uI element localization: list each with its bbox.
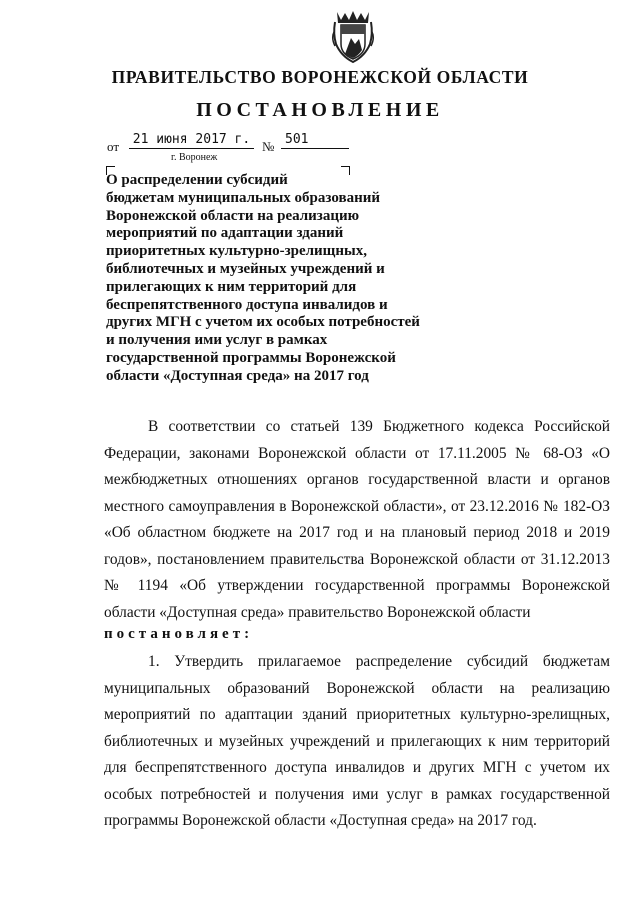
subject-line: области «Доступная среда» на 2017 год: [106, 367, 369, 384]
subject-line: и получения ими услуг в рамках: [106, 332, 328, 349]
document-date: 21 июня 2017 г.: [129, 132, 254, 149]
coat-of-arms-icon: [331, 8, 375, 66]
subject-line: беспрепятственного доступа инвалидов и: [106, 296, 388, 313]
organization-name: ПРАВИТЕЛЬСТВО ВОРОНЕЖСКОЙ ОБЛАСТИ: [111, 67, 529, 87]
subject-line: библиотечных и музейных учреждений и: [106, 260, 385, 277]
date-prefix: от: [107, 139, 120, 154]
subject-line: мероприятий по адаптации зданий: [106, 225, 344, 242]
resolves-heading: постановляет:: [104, 626, 254, 642]
subject-line: приоритетных культурно-зрелищных,: [106, 243, 367, 260]
subject-line: О распределении субсидий: [106, 172, 288, 188]
subject-line: других МГН с учетом их особых потребностей: [106, 314, 420, 331]
preamble-paragraph: В соответствии со статьей 139 Бюджетного кодекса Российской Федерации, законами Воронежской области от 17.11.2005 № 68-ОЗ «О межбюджетных отношениях органов государственной власти и органов местного самоуправления в Воронежской области», от 23.12.2016 № 182-ОЗ «Об областном бюджете на 2017 год и на плановый период 2018 и 2019 годов», постановлением правительства Воронежской области от 31.12.2013 № 1194 «Об утверждении государственной программы Воронежской области «Доступная среда» правительство Воронежской области: [104, 418, 610, 621]
subject-line: государственной программы Воронежской: [106, 349, 396, 366]
document-subject: [106, 172, 436, 386]
subject-line: бюджетам муниципальных образований: [106, 189, 380, 206]
subject-line: Воронежской области на реализацию: [106, 207, 360, 224]
document-number: 501: [281, 132, 349, 149]
document-type: ПОСТАНОВЛЕНИЕ: [196, 99, 444, 121]
item-1-paragraph: 1. Утвердить прилагаемое распределение субсидий бюджетам муниципальных образований Воронежской области на реализацию мероприятий по адаптации зданий приоритетных культурно-зрелищных, библиотечных и музейных учреждений и прилегающих к ним территорий для беспрепятственного доступа инвалидов и других МГН с учетом их особых потребностей и получения ими услуг в рамках государственной программы Воронежской области «Доступная среда» на 2017 год.: [104, 653, 610, 829]
number-prefix: №: [262, 139, 275, 154]
subject-line: прилегающих к ним территорий для: [106, 278, 357, 295]
city-label: г. Воронеж: [171, 152, 218, 163]
